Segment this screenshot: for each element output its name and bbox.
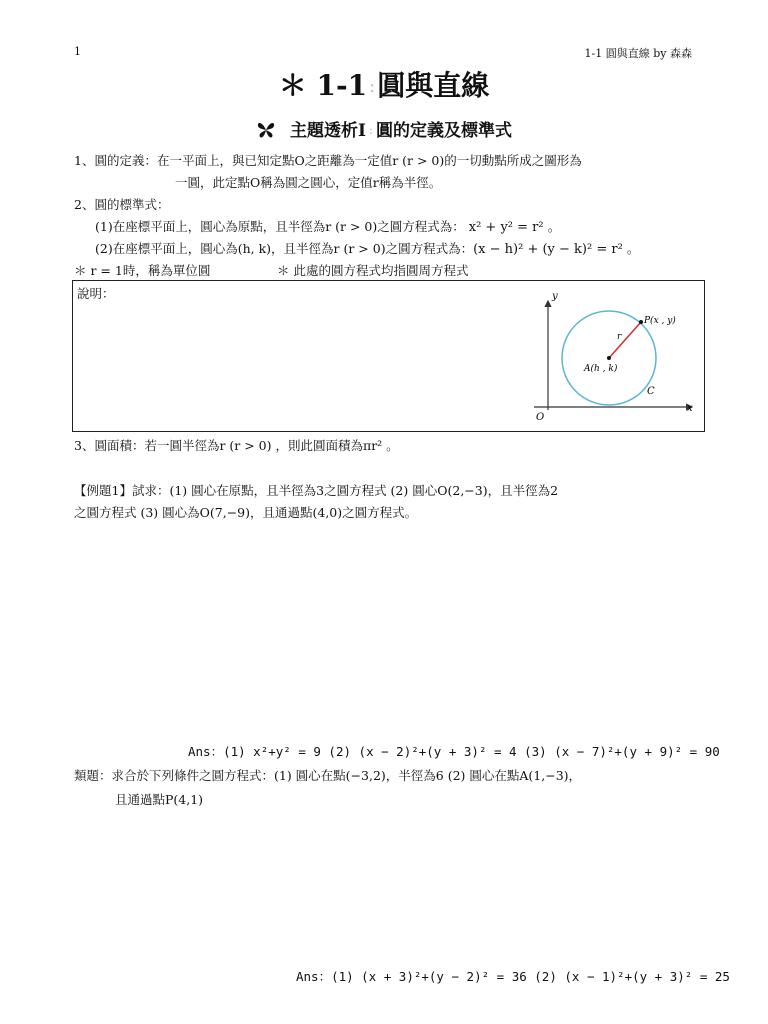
case-2-equation: (x − h)² + (y − k)² = r² 。 [473,242,640,257]
section-sep: : [368,123,373,137]
point-p [639,320,643,324]
unit-circle-note: ＊ r = 1時，稱為單位圓 [74,263,211,278]
circle-diagram [526,285,701,427]
radius-label: r [617,332,622,342]
explanation-label: 說明： [77,286,115,301]
running-title: 1-1 圓與直線 by 森森 [584,47,692,60]
butterfly-icon [256,121,276,144]
standard-form-heading: 2、圓的標準式： [74,197,170,212]
circumference-note: ＊ 此處的圓方程式均指圓周方程式 [277,263,469,278]
radius-line [609,322,641,358]
standard-form-case-2 [95,238,640,257]
point-p-label: P(x , y) [644,316,676,326]
example-1-line-1: 【例題1】試求：(1) 圓心在原點，且半徑為3之圓方程式 (2) 圓心O(2,−3)，且半徑為2 [74,483,559,498]
example-1-line-2: 之圓方程式 (3) 圓心為O(7,−9)，且通過點(4,0)之圓方程式。 [74,505,418,520]
title-sep: : [369,76,376,97]
similar-problem-line-1: 類題：求合於下列條件之圓方程式：(1) 圓心在點(−3,2)，半徑為6 (2) 圓心在點A(1,−3)， [74,768,582,783]
case-1-text: (1)在座標平面上，圓心為原點，且半徑為r (r > 0)之圓方程式為： [95,219,465,234]
title-number: 1-1 [316,69,368,102]
area-formula: 3、圓面積：若一圓半徑為r (r > 0) ，則此圓面積為πr² 。 [74,438,399,453]
similar-problem-answer: Ans：(1) (x + 3)²+(y − 2)² = 36 (2) (x − 1)²+(y + 3)² = 25 [296,969,730,984]
title-text: 圓與直線 [377,69,490,102]
similar-problem-line-2: 且通過點P(4,1) [115,792,204,807]
explanation-box [72,280,705,432]
page-title [0,64,768,104]
center-label: A(h , k) [584,364,618,374]
section-text: 圓的定義及標準式 [375,121,512,141]
x-axis-label: x [687,403,693,414]
case-2-text: (2)在座標平面上，圓心為(h, k)，且半徑為r (r > 0)之圓方程式為： [95,241,474,256]
case-1-equation: x² + y² = r² 。 [468,220,561,235]
standard-form-case-1 [95,216,561,235]
section-title [0,116,768,144]
page-number: 1 [74,45,81,58]
origin-label: O [536,412,545,423]
title-star: ＊ [278,69,307,102]
example-1-answer: Ans：(1) x²+y² = 9 (2) (x − 2)²+(y + 3)² = 4 (3) (x − 7)²+(y + 9)² = 90 [188,744,720,759]
definition-line-2: 一圓，此定點O稱為圓之圓心，定值r稱為半徑。 [175,175,442,190]
section-label: 主題透析Ⅰ [289,121,366,141]
center-point [607,356,611,360]
curve-label: C [647,386,655,397]
definition-line-1: 1、圓的定義：在一平面上，與已知定點O之距離為一定值r (r > 0)的一切動點所成之圖形為 [74,153,582,168]
y-axis-label: y [552,291,558,302]
